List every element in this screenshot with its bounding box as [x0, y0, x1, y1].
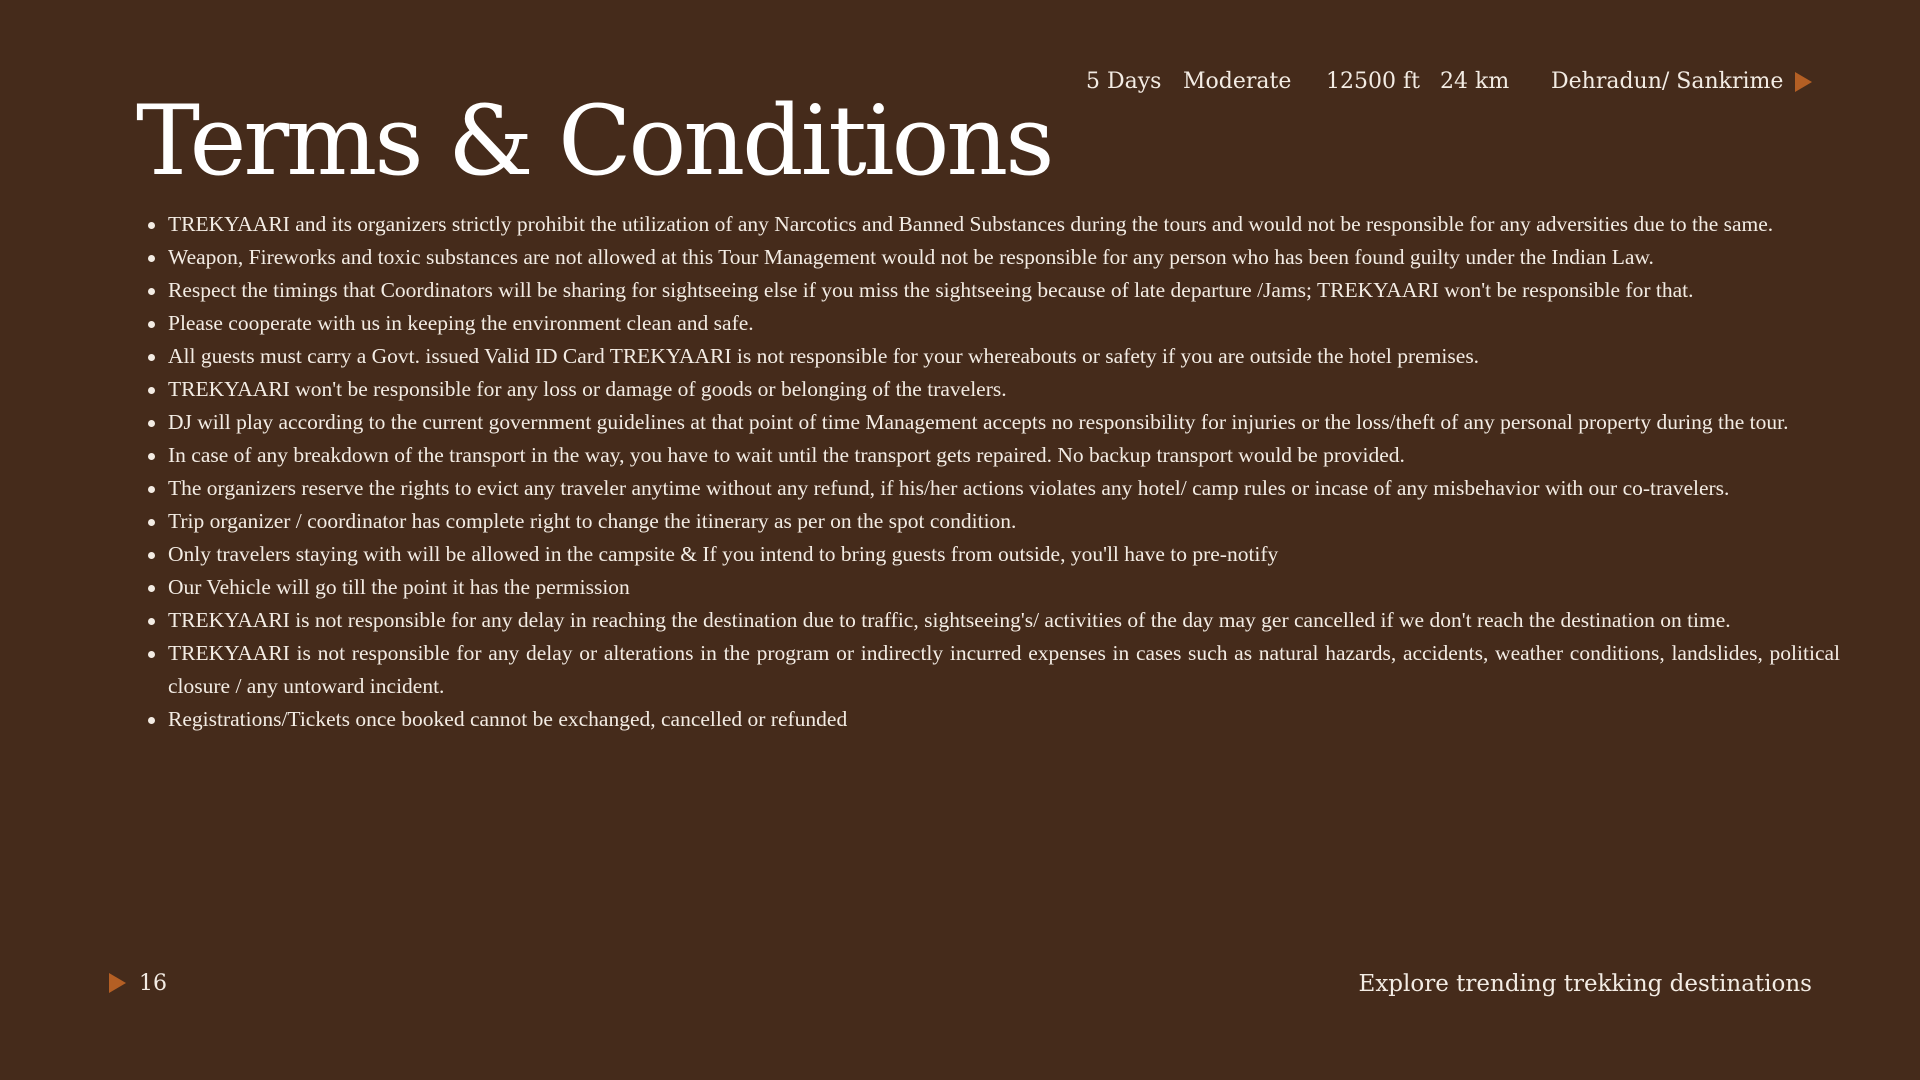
distance-stat: 24 km	[1440, 69, 1510, 94]
term-item: TREKYAARI won't be responsible for any loss or damage of goods or belonging of the travelers.	[168, 373, 1840, 406]
term-item: All guests must carry a Govt. issued Valid ID Card TREKYAARI is not responsible for your whereabouts or safety if you are outside the hotel premises.	[168, 340, 1840, 373]
page-number: 16	[139, 971, 167, 996]
term-item: Respect the timings that Coordinators will be sharing for sightseeing else if you miss the sightseeing because of late departure /Jams; TREKYAARI won't be responsible for that.	[168, 274, 1840, 307]
term-item: TREKYAARI is not responsible for any delay in reaching the destination due to traffic, sightseeing's/ activities of the day may ger cancelled if we don't reach the destination on time.	[168, 604, 1840, 637]
term-item: Weapon, Fireworks and toxic substances are not allowed at this Tour Management would not be responsible for any person who has been found guilty under the Indian Law.	[168, 241, 1840, 274]
term-item: DJ will play according to the current government guidelines at that point of time Management accepts no responsibility for injuries or the loss/theft of any personal property during the tour.	[168, 406, 1840, 439]
difficulty-stat: Moderate	[1183, 69, 1292, 94]
term-item: TREKYAARI is not responsible for any delay or alterations in the program or indirectly incurred expenses in cases such as natural hazards, accidents, weather conditions, landslides, political closure / any untoward incident.	[168, 637, 1840, 703]
page-marker-triangle-icon	[109, 973, 126, 993]
terms-list	[150, 208, 1840, 736]
term-item: Registrations/Tickets once booked cannot be exchanged, cancelled or refunded	[168, 703, 1840, 736]
altitude-stat: 12500 ft	[1326, 69, 1420, 94]
term-item: The organizers reserve the rights to evict any traveler anytime without any refund, if his/her actions violates any hotel/ camp rules or incase of any misbehavior with our co-travelers.	[168, 472, 1840, 505]
footer-tagline: Explore trending trekking destinations	[1358, 971, 1812, 997]
route-stat: Dehradun/ Sankrime	[1551, 69, 1784, 94]
term-item: Please cooperate with us in keeping the environment clean and safe.	[168, 307, 1840, 340]
term-item: Trip organizer / coordinator has complete right to change the itinerary as per on the spot condition.	[168, 505, 1840, 538]
page-title: Terms & Conditions	[136, 85, 1052, 197]
term-item: Our Vehicle will go till the point it has the permission	[168, 571, 1840, 604]
term-item: Only travelers staying with will be allowed in the campsite & If you intend to bring guests from outside, you'll have to pre-notify	[168, 538, 1840, 571]
play-triangle-icon	[1795, 72, 1812, 92]
duration-stat: 5 Days	[1086, 69, 1162, 94]
trip-stats-bar	[1060, 62, 1820, 102]
term-item: TREKYAARI and its organizers strictly prohibit the utilization of any Narcotics and Banned Substances during the tours and would not be responsible for any adversities due to the same.	[168, 208, 1840, 241]
term-item: In case of any breakdown of the transport in the way, you have to wait until the transport gets repaired. No backup transport would be provided.	[168, 439, 1840, 472]
